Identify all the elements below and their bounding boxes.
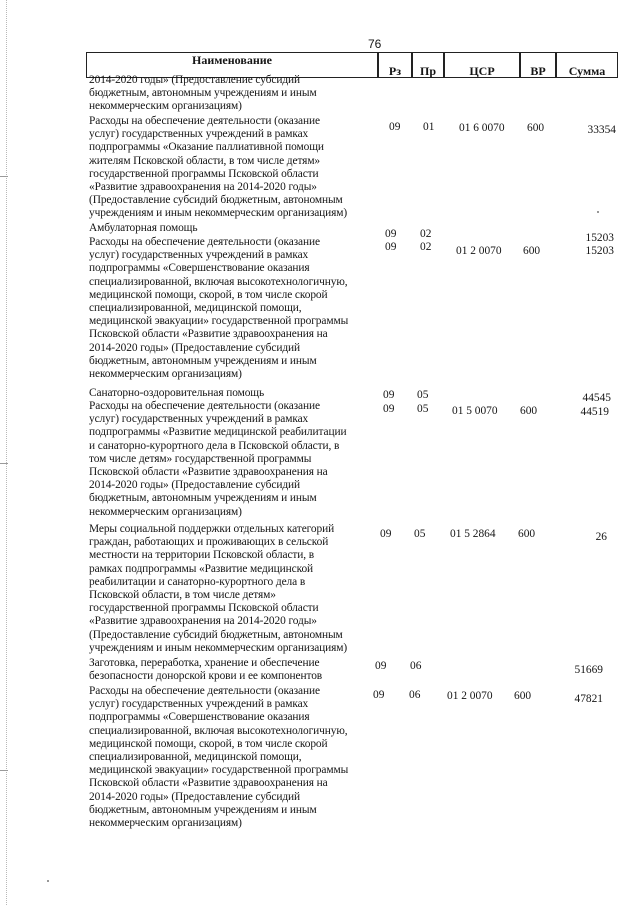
scan-mark — [0, 176, 8, 177]
table-row-name: Расходы на обеспечение деятельности (оказание услуг) государственных учреждений в рамках подпрограммы «Совершенствование оказания специализированной, включая высокотехнологичную, медицинской помощи, скорой, в том числе скорой специализированной, медицинской помощи, медицинской эвакуации» государственной программы Псковской области «Развитие здравоохранения на 2014-2020 годы» (Предоставление субсидий бюджетным, автономным учреждениям и иным некоммерческим организациям) — [89, 236, 349, 381]
table-row-name: Санаторно-оздоровительная помощь — [89, 387, 265, 399]
table-cell-csr: 01 2 0070 — [447, 690, 493, 702]
column-header-pr: Пр — [412, 52, 444, 78]
table-cell-rz: 09 — [385, 228, 397, 240]
table-cell-pr: 06 — [409, 689, 421, 701]
table-row-name: Заготовка, переработка, хранение и обеспечение безопасности донорской крови и ее компонентов — [89, 657, 323, 683]
table-cell-vr: 600 — [518, 528, 536, 540]
table-cell-sum: 15203 — [585, 245, 614, 257]
column-header-rz: Рз — [378, 52, 412, 78]
column-header-sum: Сумма — [556, 52, 618, 78]
table-cell-sum: 15203 — [585, 232, 614, 244]
table-row-name: Меры социальной поддержки отдельных категорий граждан, работающих и проживающих в сельской местности на территории Псковской области, в рамках подпрограммы «Развитие медицинской реабилитации и санаторно-курортного дела в Псковской области, в том числе детям» государственной программы Псковской области «Развитие здравоохранения на 2014-2020 годы» (Предоставление субсидий бюджетным, автономным учреждениям и иным некоммерческим организациям) — [89, 523, 348, 654]
scan-mark — [0, 770, 8, 771]
table-row-name: Амбулаторная помощь — [89, 222, 198, 234]
table-cell-sum: 51669 — [574, 664, 603, 676]
table-cell-sum: 44519 — [580, 406, 609, 418]
table-cell-sum: 33354 — [587, 124, 616, 136]
table-cell-pr: 02 — [420, 228, 432, 240]
scan-speck — [47, 880, 49, 882]
table-cell-sum: 47821 — [574, 693, 603, 705]
table-cell-rz: 09 — [383, 389, 395, 401]
table-cell-csr: 01 5 0070 — [452, 405, 498, 417]
table-cell-pr: 06 — [410, 660, 422, 672]
page-number: 76 — [368, 37, 382, 51]
table-cell-csr: 01 5 2864 — [450, 528, 496, 540]
table-cell-rz: 09 — [380, 528, 392, 540]
table-cell-sum: 26 — [595, 531, 607, 543]
table-cell-pr: 05 — [414, 528, 426, 540]
table-row-name: Расходы на обеспечение деятельности (оказание услуг) государственных учреждений в рамках подпрограммы «Развитие медицинской реабилитации и санаторно-курортного дела в Псковской области, в том числе детям» государственной программы Псковской области «Развитие здравоохранения на 2014-2020 годы» (Предоставление субсидий бюджетным, автономным учреждениям и иным некоммерческим организациям) — [89, 400, 347, 518]
table-cell-pr: 05 — [417, 389, 429, 401]
table-row-name: Расходы на обеспечение деятельности (оказание услуг) государственных учреждений в рамках подпрограммы «Оказание паллиативной помощи жителям Псковской области, в том числе детям» государственной программы Псковской области «Развитие здравоохранения на 2014-2020 годы» (Предоставление субсидий бюджетным, автономным учреждениям и иным некоммерческим организациям) — [89, 115, 348, 220]
column-header-name: Наименование — [86, 52, 378, 78]
table-cell-vr: 600 — [527, 122, 545, 134]
column-header-csr: ЦСР — [444, 52, 520, 78]
table-cell-vr: 600 — [523, 245, 541, 257]
table-row-name: 2014-2020 годы» (Предоставление субсидий бюджетным, автономным учреждениям и иным некоммерческим организациям) — [89, 74, 317, 113]
scan-speck — [597, 211, 599, 213]
table-cell-rz: 09 — [389, 121, 401, 133]
table-cell-rz: 09 — [383, 403, 395, 415]
table-cell-rz: 09 — [385, 241, 397, 253]
table-cell-pr: 05 — [417, 403, 429, 415]
table-cell-vr: 600 — [520, 405, 538, 417]
table-cell-rz: 09 — [375, 660, 387, 672]
table-cell-csr: 01 2 0070 — [456, 245, 502, 257]
table-cell-csr: 01 6 0070 — [459, 122, 505, 134]
table-cell-rz: 09 — [373, 689, 385, 701]
table-row-name: Расходы на обеспечение деятельности (оказание услуг) государственных учреждений в рамках подпрограммы «Совершенствование оказания специализированной, включая высокотехнологичную, медицинской помощи, скорой, в том числе скорой специализированной, медицинской помощи, медицинской эвакуации» государственной программы Псковской области «Развитие здравоохранения на 2014-2020 годы» (Предоставление субсидий бюджетным, автономным учреждениям и иным некоммерческим организациям) — [89, 685, 349, 830]
table-cell-vr: 600 — [514, 690, 532, 702]
table-cell-pr: 01 — [423, 121, 435, 133]
column-header-vr: ВР — [520, 52, 556, 78]
scan-mark — [0, 463, 8, 464]
table-cell-pr: 02 — [420, 241, 432, 253]
table-cell-sum: 44545 — [582, 392, 611, 404]
